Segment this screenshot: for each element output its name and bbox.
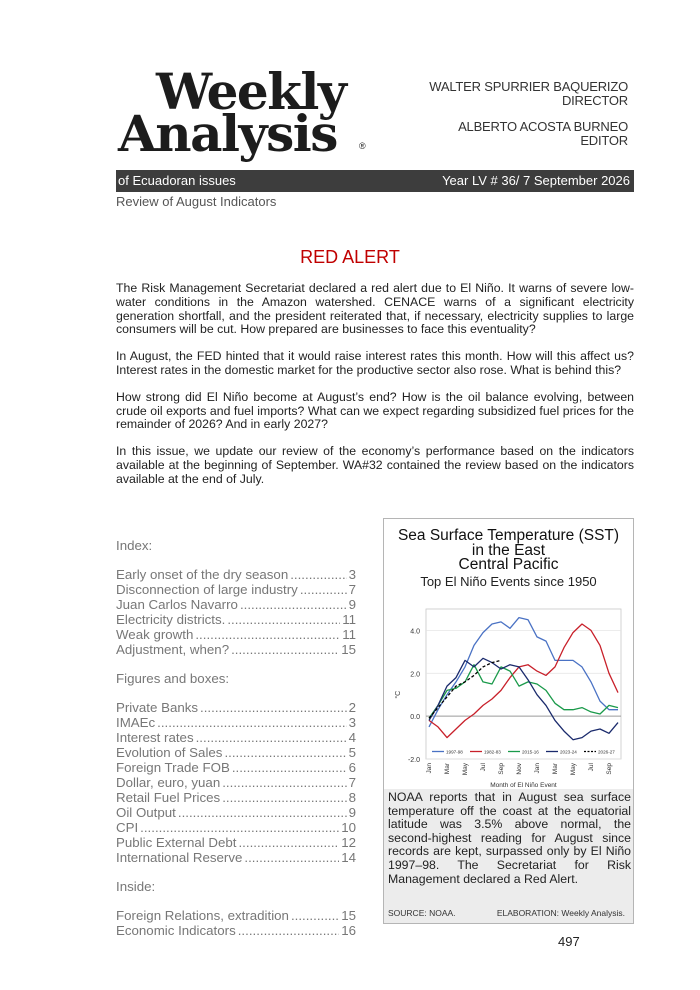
index-entry-label: Electricity districts. [116,612,226,627]
index-entry-page: 9 [348,805,356,820]
index-entry-page: 4 [348,730,356,745]
index-entry-page: 3 [348,567,356,582]
index-entry-label: Adjustment, when? [116,642,230,657]
editor-role: EDITOR [580,133,628,148]
index-entry-label: Early onset of the dry season [116,567,289,582]
index-entry [116,908,356,923]
legend-label: 2023-24 [560,749,577,755]
index-entry [116,805,356,820]
index-entry-page: 2 [348,700,356,715]
article-body [116,282,634,500]
y-tick-label: 2.0 [410,671,420,679]
x-tick-label: Sep [498,763,505,775]
index-entry-label: Juan Carlos Navarro [116,597,238,612]
x-tick-label: Jul [588,763,595,772]
index-entry [116,820,356,835]
index-entry-label: Private Banks [116,700,199,715]
index-entry [116,627,356,642]
y-tick-label: 0.0 [410,714,420,722]
index-entry-page: 12 [341,835,356,850]
y-tick-label: 4.0 [410,628,420,636]
sst-box-source: SOURCE: NOAA. [388,908,456,918]
issue-tagline: of Ecuadoran issues [118,173,236,188]
sst-box-elaboration: ELABORATION: Weekly Analysis. [496,908,625,918]
sst-box [383,518,634,924]
article-paragraph: The Risk Management Secretariat declared a red alert due to El Niño. It warns of severe low-water conditions in the Amazon watershed. CENACE warns of a significant electricity generation shortfall, and the president reiterated that, if necessary, electricity supplies to large consumers will be cut. How prepared are businesses to face this eventuality? [116,281,634,337]
legend-label: 1997-98 [446,749,463,755]
x-tick-label: Jan [534,763,541,774]
index-entry-label: Weak growth [116,627,194,642]
logo-word-weekly: Weekly [156,62,346,121]
index-entry [116,597,356,612]
index-heading: Figures and boxes: [116,671,230,686]
director-role: DIRECTOR [561,93,628,108]
sst-box-subtitle: Top El Niño Events since 1950 [420,574,597,589]
index-entry [116,760,356,775]
index-entry [116,790,356,805]
index-entry [116,730,356,745]
index-entry-label: Interest rates [116,730,194,745]
x-axis-label: Month of El Niño Event [490,782,557,789]
index-entry-page: 3 [348,715,356,730]
index-entry [116,835,356,850]
legend-label: 2015-16 [522,749,539,755]
index-entry-page: 6 [348,760,356,775]
article-title: RED ALERT [300,247,400,267]
y-tick-label: -2.0 [407,757,420,764]
legend-label: 1982-83 [484,749,501,755]
index-entry-page: 16 [341,923,356,938]
index-entry-page: 8 [348,790,356,805]
table-of-contents [116,538,356,938]
sst-box-caption: NOAA reports that in August sea surface temperature off the coast at the equatorial latitude was 3.5% above normal, the second-highest reading for August since records are kept, surpassed only by El Niño 1997–98. The Secretariat for Risk Management declared a Red Alert. [388,790,631,886]
index-entry-label: Foreign Relations, extradition [116,908,289,923]
sst-box-title [384,529,633,573]
index-entry [116,582,356,597]
logo-word-analysis: Analysis [118,104,337,163]
x-tick-label: Nov [516,763,523,775]
index-entry-page: 14 [341,850,356,865]
article-paragraph: In this issue, we update our review of the economy’s performance based on the indicators available at the beginning of September. WA#32 contained the review based on the indicators available at the end of July. [116,444,634,486]
director-name: WALTER SPURRIER BAQUERIZO [429,79,628,94]
index-heading: Index: [116,538,153,553]
index-entry [116,775,356,790]
index-entry [116,850,356,865]
sst-title-line: in the East [471,541,546,559]
page-number: 497 [558,934,580,949]
index-entry-label: Disconnection of large industry [116,582,298,597]
index-entry-label: Dollar, euro, yuan [116,775,221,790]
x-tick-label: Mar [552,763,559,775]
issue-subtitle: Review of August Indicators [116,194,277,209]
index-entry-label: Public External Debt [116,835,237,850]
index-entry-page: 11 [342,627,356,642]
article-paragraph: In August, the FED hinted that it would raise interest rates this month. How will this affect us? Interest rates in the domestic market for the productive sector also rose. What is behind this? [116,349,634,377]
index-heading: Inside: [116,879,156,894]
x-tick-label: May [570,763,577,776]
index-entry-page: 15 [341,908,356,923]
x-tick-label: Jan [426,763,433,774]
index-entry-page: 11 [342,612,356,627]
index-entry-page: 5 [348,745,356,760]
index-entry-label: Retail Fuel Prices [116,790,221,805]
registered-mark: ® [359,141,366,151]
index-entry-label: Economic Indicators [116,923,236,938]
index-entry-page: 15 [341,642,356,657]
weekly-analysis-logo [118,62,378,166]
index-entry [116,642,356,657]
index-entry-label: Oil Output [116,805,176,820]
sst-title-line: Sea Surface Temperature (SST) [397,527,620,544]
legend-label: 2026-27 [598,749,615,755]
x-tick-label: Sep [606,763,613,775]
index-entry-label: Evolution of Sales [116,745,223,760]
index-entry [116,745,356,760]
index-entry-page: 10 [341,820,356,835]
y-axis-label: °C [395,690,402,699]
index-entry-label: International Reserve [116,850,243,865]
index-entry-label: IMAEc [116,715,156,730]
index-entry-page: 7 [348,775,356,790]
masthead-staff [429,80,628,148]
index-entry [116,567,356,582]
article-paragraph: How strong did El Niño become at August’s end? How is the oil balance evolving, between crude oil exports and fuel imports? What can we expect regarding subsidized fuel prices for the remainder of 2026? And in early 2027? [116,389,634,432]
index-entry-page: 7 [348,582,356,597]
index-entry [116,612,356,627]
index-entry [116,700,356,715]
x-tick-label: Mar [444,763,451,775]
index-entry [116,923,356,938]
index-entry-label: CPI [116,820,139,835]
issue-number-date: Year LV # 36/ 7 September 2026 [442,173,630,188]
index-entry-page: 9 [348,597,356,612]
index-entry-label: Foreign Trade FOB [116,760,230,775]
index-entry [116,715,356,730]
editor-name: ALBERTO ACOSTA BURNEO [458,119,628,134]
sst-line-chart [384,599,633,789]
sst-title-line: Central Pacific [458,556,559,573]
x-tick-label: May [462,763,469,776]
issue-bar [116,170,634,192]
x-tick-label: Jul [480,763,487,772]
